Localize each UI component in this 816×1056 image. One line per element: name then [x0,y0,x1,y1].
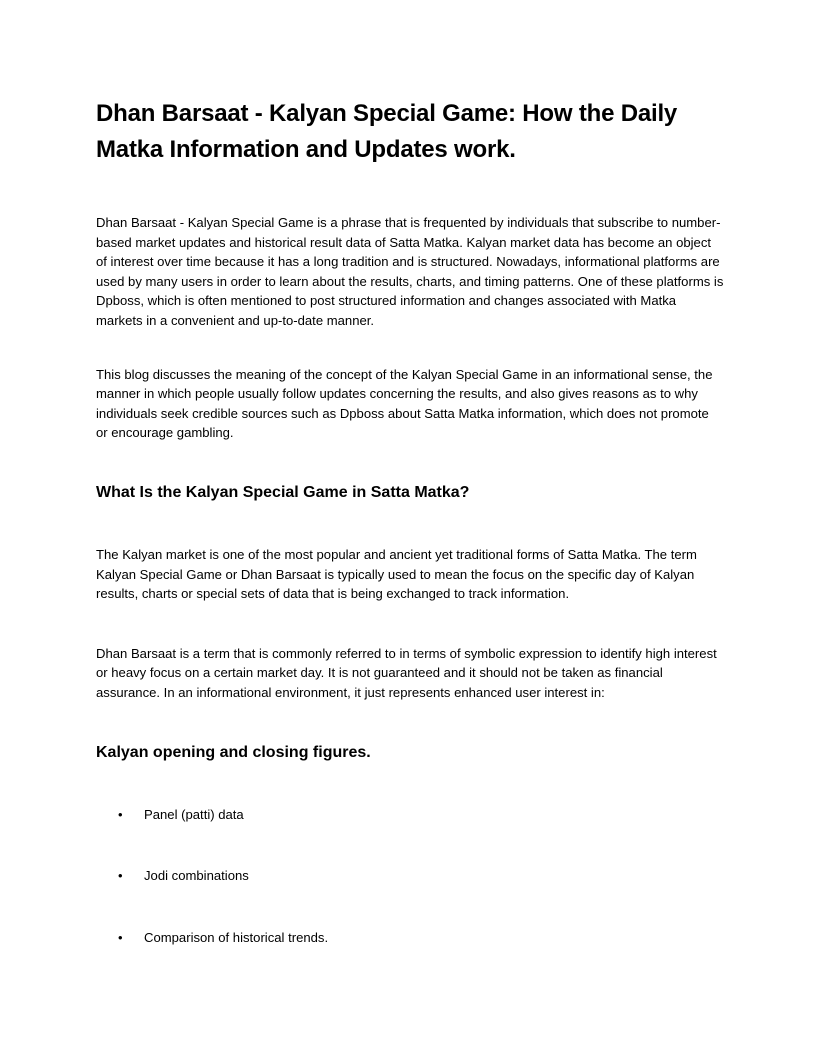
list-item [96,866,724,886]
list-item-text: Jodi combinations [144,868,249,884]
list-item-text: Comparison of historical trends. [144,929,329,945]
kalyan-market-paragraph: The Kalyan market is one of the most popular and ancient yet traditional forms of Satta Matka. The term Kalyan Special Game or Dhan Barsaat is typically used to mean the focus on the specific day of Kalyan results, charts or special sets of data that is being exchanged to track information. [96,546,697,602]
document-page [96,96,724,947]
dhan-barsaat-paragraph: Dhan Barsaat is a term that is commonly referred to in terms of symbolic expression to identify high interest or heavy focus on a certain market day. It is not guaranteed and it should not be taken as financial assurance. In an informational environment, it just represents enhanced user interest in: [96,645,717,700]
list-item [96,805,724,825]
document-title: Dhan Barsaat - Kalyan Special Game: How the Daily Matka Information and Updates work. [96,100,678,163]
list-item [96,928,724,948]
bullet-icon: • [118,868,123,884]
section-heading-what-is: What Is the Kalyan Special Game in Satta Matka? [96,483,470,501]
bullet-icon: • [118,806,123,822]
list-item-text: Panel (patti) data [144,806,244,822]
intro-paragraph: Dhan Barsaat - Kalyan Special Game is a phrase that is frequented by individuals that subscribe to number-based market updates and historical result data of Satta Matka. Kalyan market data has become an object of interest over time because it has a long tradition and is structured. Nowadays, informational platforms are used by many users in order to learn about the results, charts, and timing patterns. One of these platforms is Dpboss, which is often mentioned to post structured information and changes associated with Matka markets in a convenient and up-to-date manner. [96,215,724,328]
blog-overview-paragraph: This blog discusses the meaning of the concept of the Kalyan Special Game in an informational sense, the manner in which people usually follow updates concerning the results, and also gives reasons as to why individuals seek credible sources such as Dpboss about Satta Matka information, which does not promote or encourage gambling. [96,366,713,441]
bullet-icon: • [118,929,123,945]
section-heading-opening-closing: Kalyan opening and closing figures. [96,743,371,761]
bullet-list [96,805,724,948]
